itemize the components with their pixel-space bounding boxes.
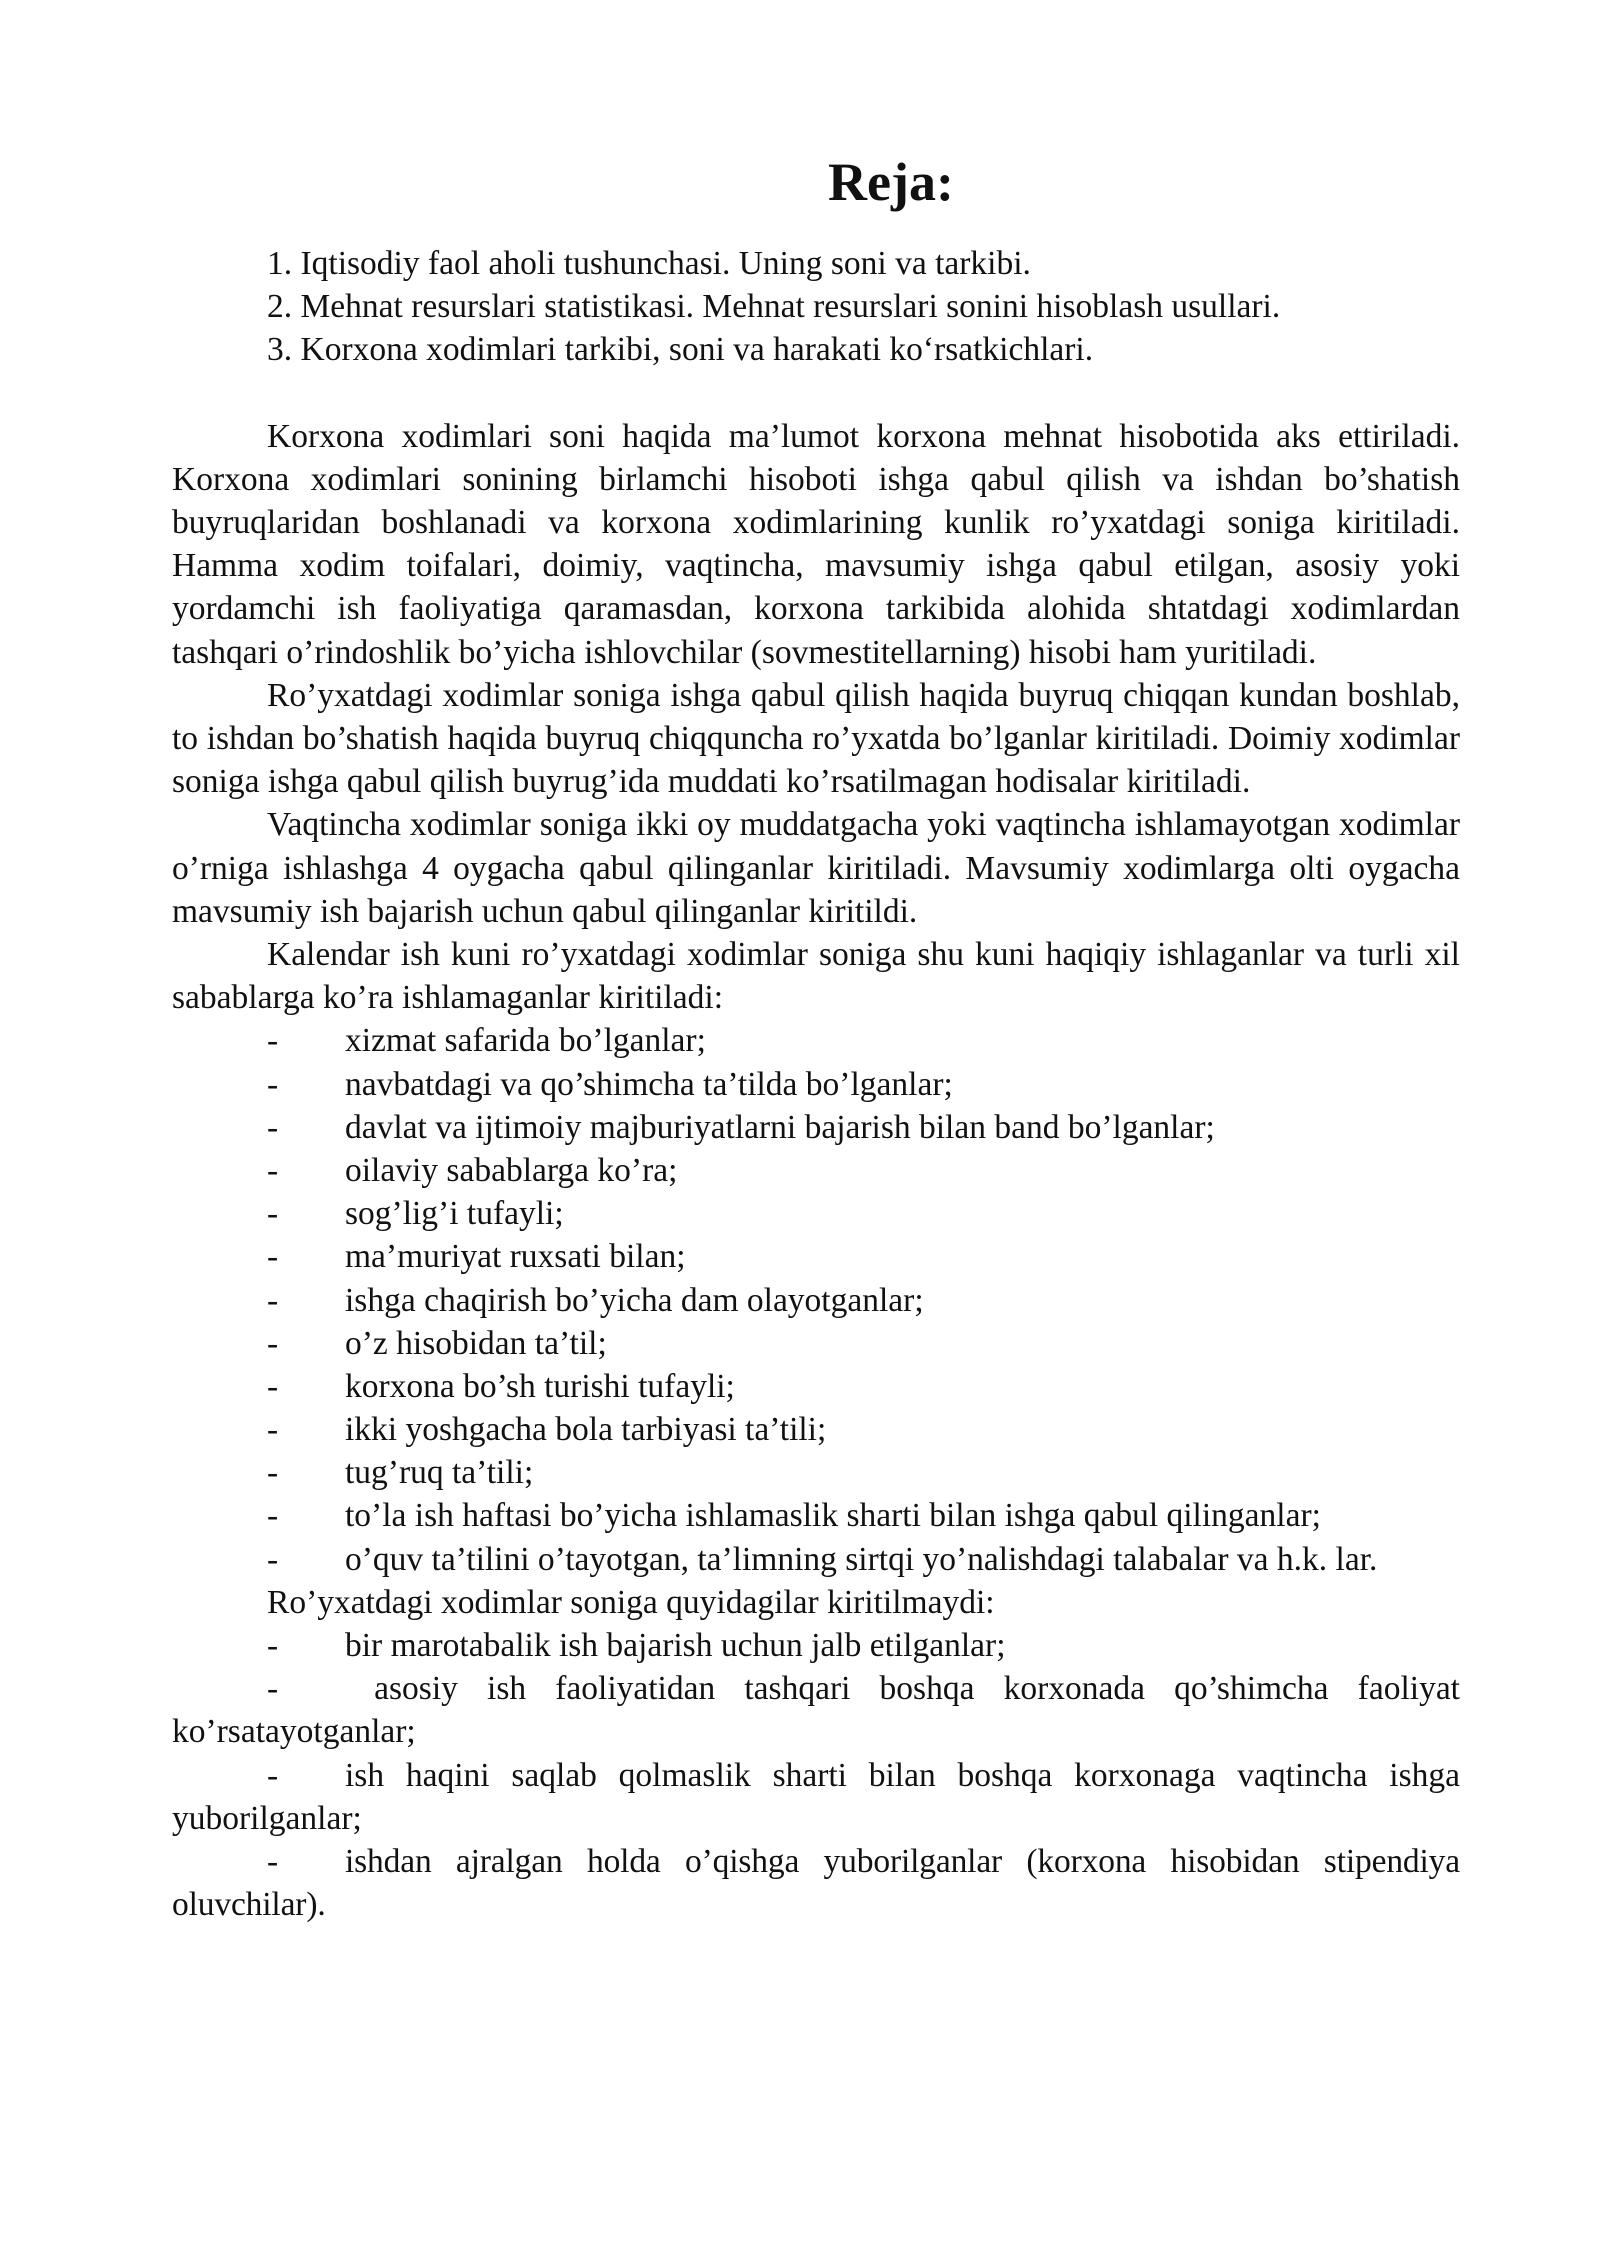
dash-marker: - bbox=[267, 1065, 279, 1103]
list-item-text: davlat va ijtimoiy majburiyatlarni bajarish bilan band bo’lganlar; bbox=[345, 1108, 1215, 1146]
paragraph: Korxona xodimlari soni haqida ma’lumot korxona mehnat hisobotida aks ettiriladi. Korxona xodimlari sonining birlamchi hisoboti ishga qabul qilish va ishdan bo’shatish buyruqlaridan boshlanadi va korxona xodimlarining kunlik ro’yxatdagi soniga kiritiladi. Hamma xodim toifalari, doimiy, vaqtincha, mavsumiy ishga qabul etilgan, asosiy yoki yordamchi ish faoliyatiga qaramasdan, korxona tarkibida alohida shtatdagi xodimlardan tashqari o’rindoshlik bo’yicha ishlovchilar (sovmestitellarning) hisobi ham yuritiladi. bbox=[172, 417, 1460, 671]
list-item bbox=[172, 1063, 1460, 1106]
dash-marker: - bbox=[267, 1022, 279, 1060]
dash-marker: - bbox=[267, 1670, 279, 1708]
paragraph: Vaqtincha xodimlar soniga ikki oy muddatgacha yoki vaqtincha ishlamayotgan xodimlar o’rniga ishlashga 4 oygacha qabul qilinganlar kiritiladi. Mavsumiy xodimlarga olti oygacha mavsumiy ish bajarish uchun qabul qilinganlar kiritildi. bbox=[172, 806, 1460, 930]
list-item-text: xizmat safarida bo’lganlar; bbox=[345, 1022, 706, 1060]
list-item-wrapped bbox=[172, 1754, 1460, 1840]
plan-item: 3. Korxona xodimlari tarkibi, soni va harakati ko‘rsatkichlari. bbox=[267, 331, 1094, 369]
list-item-text: o’quv ta’tilini o’tayotgan, ta’limning sirtqi yo’nalishdagi talabalar va h.k. lar. bbox=[345, 1540, 1378, 1578]
list-item-text: ishdan ajralgan holda o’qishga yuborilganlar (korxona hisobidan stipendiya oluvchilar). bbox=[172, 1843, 1460, 1924]
list-item-text: tug’ruq ta’tili; bbox=[345, 1454, 534, 1492]
list-item bbox=[172, 1365, 1460, 1408]
list-item bbox=[172, 1279, 1460, 1322]
list-item-text: to’la ish haftasi bo’yicha ishlamaslik sharti bilan ishga qabul qilinganlar; bbox=[345, 1497, 1321, 1535]
list-item-text: sog’lig’i tufayli; bbox=[345, 1195, 564, 1233]
list-item bbox=[172, 1494, 1460, 1537]
list-item-text: ish haqini saqlab qolmaslik sharti bilan boshqa korxonaga vaqtincha ishga yuborilganlar; bbox=[172, 1756, 1460, 1837]
list-item-text: oilaviy sabablarga ko’ra; bbox=[345, 1151, 678, 1189]
dash-marker: - bbox=[267, 1367, 279, 1405]
document-page bbox=[172, 150, 1460, 1926]
dash-marker: - bbox=[267, 1151, 279, 1189]
list-item-text: asosiy ish faoliyatidan tashqari boshqa korxonada qo’shimcha faoliyat ko’rsatayotganlar; bbox=[172, 1670, 1460, 1751]
excluded-intro: Ro’yxatdagi xodimlar soniga quyidagilar kiritilmaydi: bbox=[267, 1583, 995, 1621]
included-list bbox=[172, 1019, 1460, 1537]
dash-marker: - bbox=[267, 1843, 279, 1881]
list-item-text: ikki yoshgacha bola tarbiyasi ta’tili; bbox=[345, 1411, 827, 1449]
list-item bbox=[172, 1408, 1460, 1451]
plan-item: 1. Iqtisodiy faol aholi tushunchasi. Uning soni va tarkibi. bbox=[267, 245, 1031, 282]
list-item bbox=[172, 1624, 1460, 1667]
list-item-wrapped bbox=[172, 1840, 1460, 1926]
list-item-text: bir marotabalik ish bajarish uchun jalb etilganlar; bbox=[345, 1627, 1006, 1665]
list-item-text: korxona bo’sh turishi tufayli; bbox=[345, 1367, 735, 1405]
list-item bbox=[172, 1106, 1460, 1149]
list-item bbox=[172, 1149, 1460, 1192]
body-text bbox=[172, 415, 1460, 1927]
list-item bbox=[172, 1322, 1460, 1365]
plan-item: 2. Mehnat resurslari statistikasi. Mehnat resurslari sonini hisoblash usullari. bbox=[267, 288, 1281, 326]
list-item-wrapped bbox=[172, 1538, 1460, 1581]
dash-marker: - bbox=[267, 1238, 279, 1276]
dash-marker: - bbox=[267, 1627, 279, 1665]
dash-marker: - bbox=[267, 1108, 279, 1146]
dash-marker: - bbox=[267, 1324, 279, 1362]
excluded-list bbox=[172, 1624, 1460, 1667]
dash-marker: - bbox=[267, 1454, 279, 1492]
list-item bbox=[172, 1451, 1460, 1494]
page-title: Reja: bbox=[828, 152, 954, 212]
dash-marker: - bbox=[267, 1756, 279, 1794]
list-item bbox=[172, 1192, 1460, 1235]
list-item-text: navbatdagi va qo’shimcha ta’tilda bo’lganlar; bbox=[345, 1065, 953, 1103]
dash-marker: - bbox=[267, 1497, 279, 1535]
list-item bbox=[172, 1235, 1460, 1278]
dash-marker: - bbox=[267, 1281, 279, 1319]
paragraph: Kalendar ish kuni ro’yxatdagi xodimlar soniga shu kuni haqiqiy ishlaganlar va turli xil sabablarga ko’ra ishlamaganlar kiritiladi: bbox=[172, 936, 1460, 1017]
dash-marker: - bbox=[267, 1411, 279, 1449]
list-item-text: o’z hisobidan ta’til; bbox=[345, 1324, 607, 1362]
paragraph: Ro’yxatdagi xodimlar soniga ishga qabul qilish haqida buyruq chiqqan kundan boshlab, to ishdan bo’shatish haqida buyruq chiqquncha ro’yxatda bo’lganlar kiritiladi. Doimiy xodimlar soniga ishga qabul qilish buyrug’ida muddati ko’rsatilmagan hodisalar kiritiladi. bbox=[172, 676, 1460, 801]
list-item-wrapped bbox=[172, 1667, 1460, 1753]
dash-marker: - bbox=[267, 1540, 279, 1578]
list-item-text: ishga chaqirish bo’yicha dam olayotganlar; bbox=[345, 1281, 924, 1319]
dash-marker: - bbox=[267, 1195, 279, 1233]
list-item-text: ma’muriyat ruxsati bilan; bbox=[345, 1238, 686, 1276]
plan-list bbox=[172, 242, 1460, 372]
list-item bbox=[172, 1019, 1460, 1062]
